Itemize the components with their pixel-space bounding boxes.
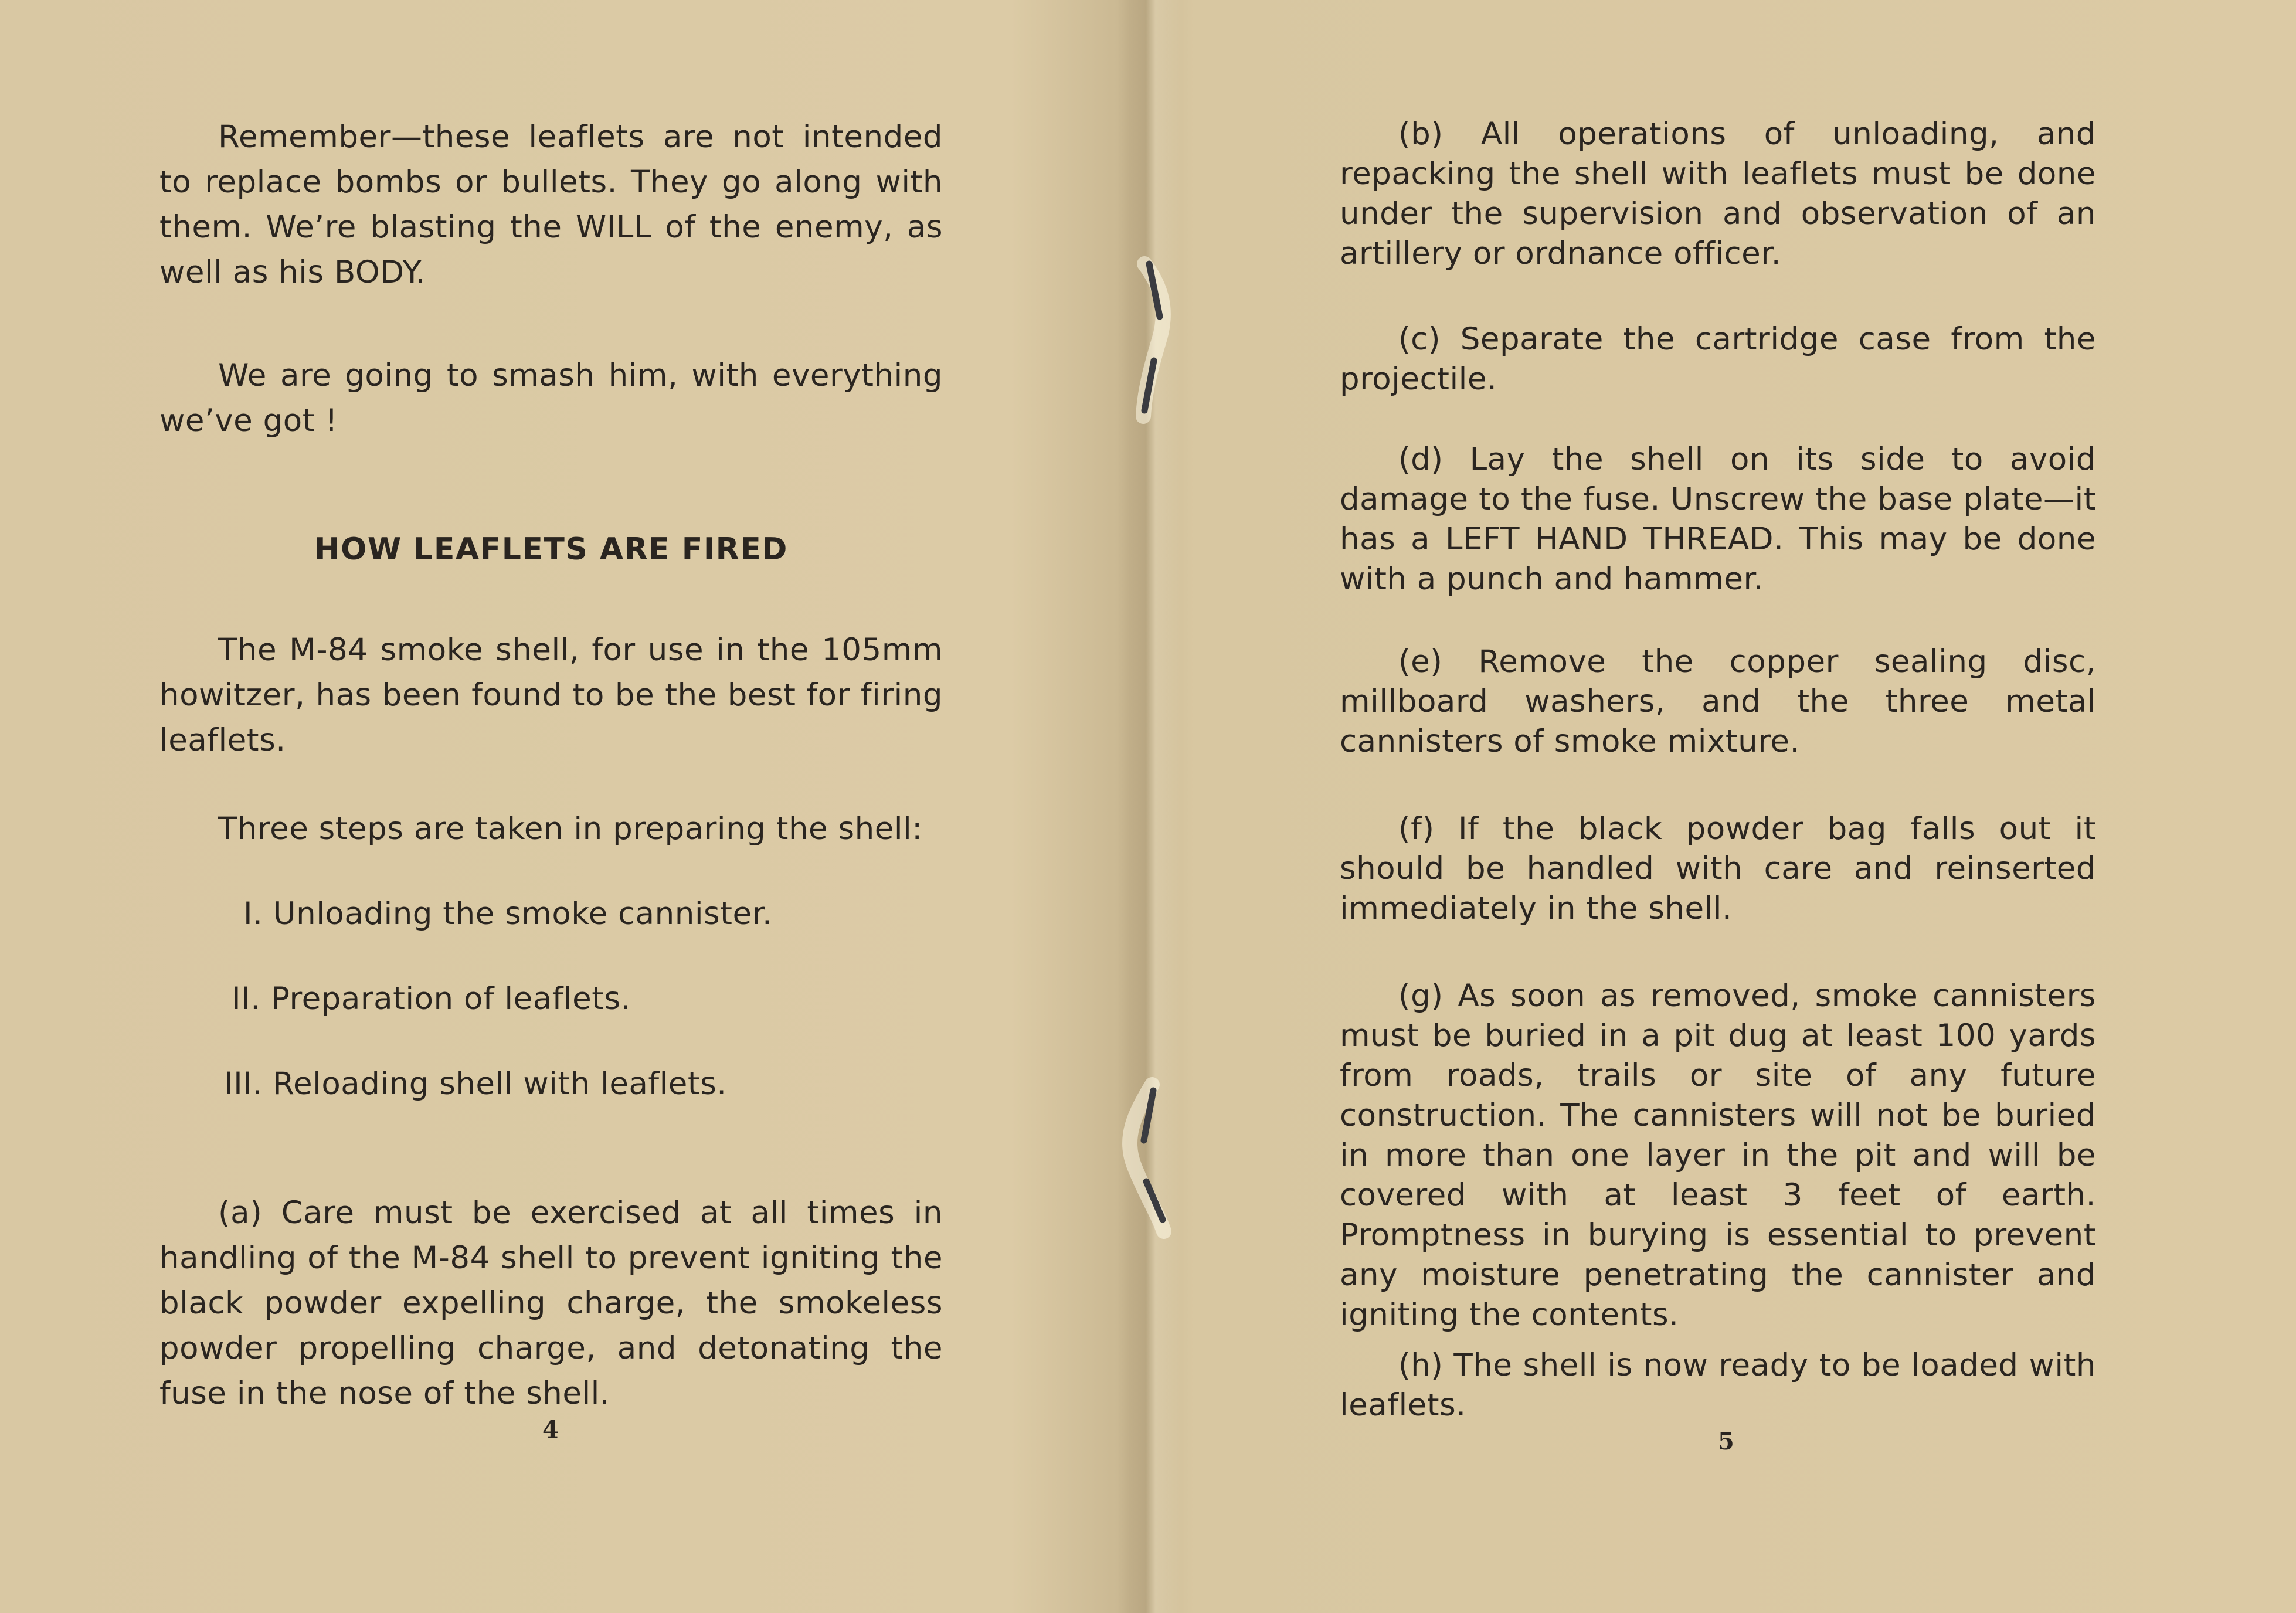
paragraph-item-a: (a) Care must be exercised at all times in handling of the M-84 shell to prevent igniting the black powder expelling charge, the smokeless powder propelling charge, and detonating the fuse in the nose of the shell. — [159, 1195, 943, 1411]
right-page — [1149, 0, 2296, 1613]
step-item: III. Reloading shell with leaflets. — [224, 1066, 727, 1102]
paragraph-item-f: (f) If the black powder bag falls out it should be handled with care and reinserted immediately in the shell. — [1340, 811, 2096, 926]
paragraph-smash: We are going to smash him, with everything we’ve got ! — [159, 358, 943, 439]
step-item: I. Unloading the smoke cannister. — [243, 896, 773, 932]
step-item: II. Preparation of leaflets. — [232, 981, 631, 1017]
page-number: 4 — [542, 1416, 559, 1444]
page-number: 5 — [1718, 1428, 1734, 1455]
paragraph-item-e: (e) Remove the copper sealing disc, millboard washers, and the three metal cannisters of smoke mixture. — [1340, 644, 2096, 759]
paragraph-intro: The M-84 smoke shell, for use in the 105mm howitzer, has been found to be the best for firing leaflets. — [159, 632, 943, 758]
left-page — [0, 0, 1143, 1613]
section-heading: HOW LEAFLETS ARE FIRED — [314, 532, 788, 567]
paragraph-item-h: (h) The shell is now ready to be loaded with leaflets. — [1340, 1347, 2096, 1423]
paragraph-item-d: (d) Lay the shell on its side to avoid damage to the fuse. Unscrew the base plate—it has a LEFT HAND THREAD. This may be done with a punch and hammer. — [1340, 442, 2096, 597]
paragraph-item-c: (c) Separate the cartridge case from the projectile. — [1340, 321, 2096, 397]
paragraph-steps-intro: Three steps are taken in preparing the shell: — [218, 811, 923, 847]
paragraph-item-b: (b) All operations of unloading, and repacking the shell with leaflets must be done under the supervision and observation of an artillery or ordnance officer. — [1340, 116, 2096, 271]
paragraph-remember: Remember—these leaflets are not intended to replace bombs or bullets. They go along with them. We’re blasting the WILL of the enemy, as well as his BODY. — [159, 119, 943, 290]
paragraph-item-g: (g) As soon as removed, smoke cannisters must be buried in a pit dug at least 100 yards from roads, trails or site of any future construction. The cannisters will not be buried in more than one layer in the pit and will be covered with at least 3 feet of earth. Promptness in burying is essential to prevent any moisture penetrating the cannister and igniting the contents. — [1340, 978, 2096, 1333]
